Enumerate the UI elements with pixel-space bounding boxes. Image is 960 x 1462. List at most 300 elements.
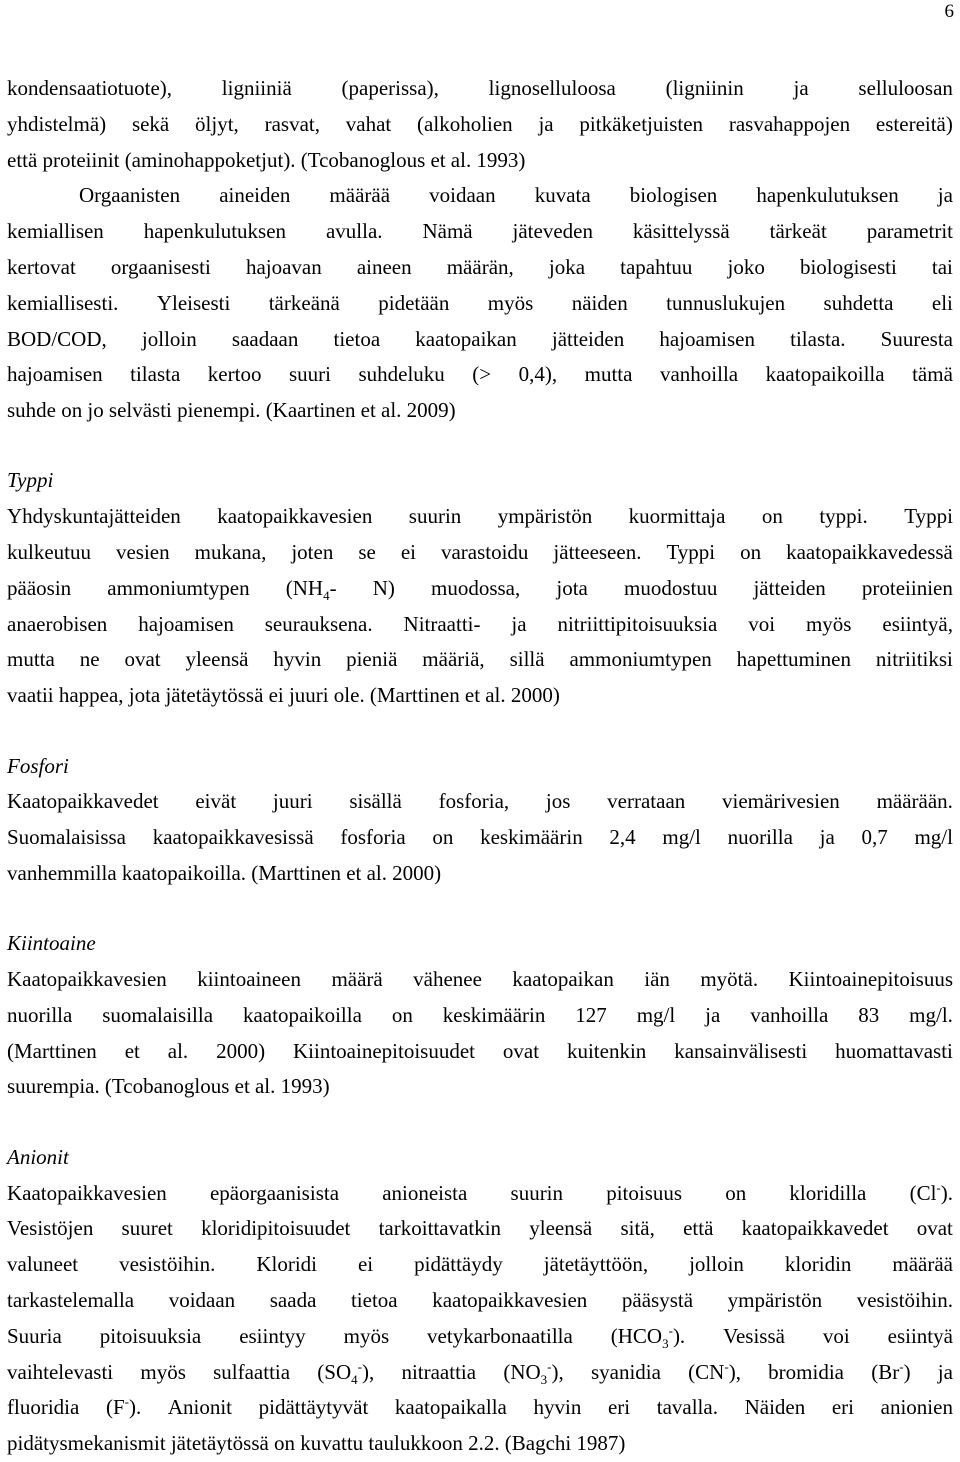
word: ammoniumtypen: [107, 575, 250, 600]
word: kaatopaikalla: [394, 1395, 507, 1420]
word: kaatopaikoilla.: [121, 860, 247, 885]
text-line: [7, 357, 953, 393]
word: Nitraatti-: [403, 611, 481, 636]
word: ovat: [124, 647, 161, 672]
word: ei: [268, 683, 284, 708]
word: eri: [831, 1395, 855, 1420]
word: kloridilla: [789, 1180, 867, 1205]
word: valuneet: [7, 1252, 79, 1277]
word: juuri: [272, 789, 313, 814]
word: et: [430, 147, 446, 172]
word: rasvahappojen: [728, 111, 851, 136]
word: aineiden: [219, 183, 291, 208]
word: yleensä: [529, 1216, 593, 1241]
word: on: [725, 1180, 747, 1205]
word: al.: [167, 1038, 189, 1063]
text-line: [7, 1355, 953, 1391]
text-line: [7, 286, 953, 322]
word: (Marttinen: [7, 1038, 97, 1063]
word: 2.2.: [468, 1431, 500, 1456]
word: jätetäytössä: [165, 683, 264, 708]
word: (Kaartinen: [265, 398, 356, 423]
word: Yleisesti: [156, 290, 231, 315]
word: ovat: [916, 1216, 953, 1241]
word: keskimäärin: [480, 825, 583, 850]
word: hajoavan: [245, 254, 322, 279]
paragraph-gap: [7, 714, 953, 749]
word: ($NH_4-$: [285, 575, 337, 604]
word: sitä,: [620, 1216, 655, 1241]
word: bromidia: [768, 1359, 844, 1384]
word: suurempia.: [7, 1074, 100, 1099]
word: syanidia: [590, 1359, 661, 1384]
word: jätteiden: [551, 326, 625, 351]
section-heading: Anionit: [7, 1144, 69, 1169]
text-line: [7, 998, 953, 1034]
word: että: [683, 1216, 714, 1241]
text-line: [7, 1319, 953, 1355]
text-line: [7, 143, 953, 179]
word: Suomalaisissa: [7, 825, 126, 850]
word: tilasta: [130, 362, 181, 387]
word: tärkeät: [769, 219, 827, 244]
word: myös: [343, 1323, 390, 1348]
word: $(SO_4^-)$,: [317, 1358, 375, 1387]
word: 1987): [576, 1431, 626, 1456]
word: nuorilla: [727, 825, 793, 850]
word: mutta: [584, 362, 633, 387]
word: 2,4: [609, 825, 636, 850]
word: (Br-): [871, 1358, 911, 1384]
word: kemiallisesti.: [7, 290, 119, 315]
word: sekä: [131, 111, 170, 136]
word: mg/l.: [909, 1002, 953, 1027]
word: pieniä: [346, 647, 398, 672]
word: Kaatopaikkavedet: [7, 789, 159, 814]
word: hajoamisen: [659, 326, 755, 351]
paragraph-section: [7, 71, 953, 429]
word: Anionit: [167, 1395, 233, 1420]
word: hyvin: [533, 1395, 582, 1420]
word: Vesissä: [723, 1323, 785, 1348]
word: vanhoilla: [750, 1002, 829, 1027]
word: Suuresta: [880, 326, 953, 351]
word: 0,4),: [518, 362, 558, 387]
paragraph-gap: [7, 892, 953, 927]
text-line: [7, 784, 953, 820]
word: pääsystä: [621, 1287, 694, 1312]
word: jäteveden: [512, 219, 593, 244]
word: kaatopaikoilla: [765, 362, 885, 387]
word: määrää: [892, 1252, 953, 1277]
word: jätetäytössä: [170, 1431, 269, 1456]
word: $(NO_3^-)$,: [503, 1358, 564, 1387]
text-line: [7, 1247, 953, 1283]
word: mg/l: [636, 1002, 676, 1027]
paragraph-section: [7, 1140, 953, 1462]
document-body: [7, 71, 953, 1462]
word: aineen: [356, 254, 412, 279]
word: pidättäytyvät: [258, 1395, 369, 1420]
word: selvästi: [108, 398, 172, 423]
word: varastoidu: [440, 540, 529, 565]
section-heading: Fosfori: [7, 753, 69, 778]
word: ammoniumtypen: [569, 647, 712, 672]
paragraph-gap: [7, 429, 953, 464]
word: vaatii: [7, 683, 54, 708]
word: tarkoittavatkin: [378, 1216, 502, 1241]
word: anionien: [880, 1395, 953, 1420]
word: ympäristön: [497, 504, 593, 529]
word: sulfaattia: [213, 1359, 291, 1384]
word: jos: [545, 789, 571, 814]
word: voi: [748, 611, 776, 636]
word: viemärivesien: [722, 789, 840, 814]
word: ligniiniä: [221, 76, 292, 100]
text-line: [7, 107, 953, 143]
word: myötä.: [700, 967, 759, 992]
word: myös: [805, 611, 852, 636]
word: hajoamisen: [138, 611, 234, 636]
word: käsittelyssä: [632, 219, 730, 244]
word: se: [358, 540, 376, 565]
text-line: [7, 178, 953, 214]
word: epäorgaanisista: [209, 1180, 340, 1205]
word: vähenee: [413, 967, 482, 992]
word: pienempi.: [177, 398, 261, 423]
word: tietoa: [333, 326, 381, 351]
word: et: [124, 1038, 140, 1063]
word: on: [61, 398, 83, 423]
word: lignoselluloosa: [488, 76, 616, 100]
word: al.: [366, 860, 387, 885]
word: fosforia: [340, 825, 406, 850]
paragraph-section: [7, 463, 953, 714]
word: anaerobisen: [7, 611, 108, 636]
word: kaatopaikoilla: [242, 1002, 362, 1027]
word: ovat: [502, 1038, 540, 1063]
word: saada: [269, 1287, 317, 1312]
word: Typpi: [904, 504, 953, 529]
word: hapettuminen: [736, 647, 851, 672]
word: vesien: [115, 540, 170, 565]
word: juuri: [288, 683, 329, 708]
word: kuvattu: [300, 1431, 364, 1456]
word: 1993): [476, 147, 526, 172]
word: proteiinien: [861, 575, 953, 600]
text-line: [7, 856, 953, 892]
text-line: [7, 607, 953, 643]
word: tietoa: [350, 1287, 398, 1312]
word: et: [234, 1074, 250, 1099]
word: voidaan: [168, 1287, 236, 1312]
word: 83: [858, 1002, 880, 1027]
word: (Cl-).: [909, 1179, 953, 1205]
word: ja: [511, 611, 527, 636]
word: Kaatopaikkavesien: [7, 967, 167, 992]
word: eivät: [195, 789, 237, 814]
word: taulukkoon: [368, 1431, 463, 1456]
word: Kaatopaikkavesien: [7, 1180, 167, 1205]
word: joko: [727, 254, 765, 279]
word: vaihtelevasti: [7, 1359, 114, 1384]
word: biologisen: [629, 183, 718, 208]
word: ja: [937, 1359, 953, 1384]
text-line: [7, 1211, 953, 1247]
word: Näiden: [744, 1395, 806, 1420]
text-line: [7, 1283, 953, 1319]
word: jolloin: [689, 1252, 744, 1277]
word: kloridin: [784, 1252, 852, 1277]
word: määrän,: [446, 254, 514, 279]
word: mg/l: [662, 825, 701, 850]
word: muodossa,: [431, 575, 521, 600]
word: hyvin: [273, 647, 322, 672]
word: kaatopaikan: [512, 967, 614, 992]
word: suuri: [288, 362, 331, 387]
word: kaatopaikkavesien: [217, 504, 373, 529]
word: jo: [87, 398, 104, 423]
word: sillä: [509, 647, 545, 672]
word: parametrit: [866, 219, 953, 244]
word: (Marttinen: [251, 860, 342, 885]
word: seurauksena.: [264, 611, 373, 636]
word: tavalla.: [656, 1395, 718, 1420]
word: nitriittipitoisuuksia: [557, 611, 718, 636]
word: jota: [556, 575, 588, 600]
word: al.: [381, 398, 402, 423]
word: tapahtuu: [620, 254, 693, 279]
word: Kiintoainepitoisuudet: [293, 1038, 475, 1063]
word: kiintoaineen: [197, 967, 302, 992]
word: BOD/COD,: [7, 326, 107, 351]
word: myös: [140, 1359, 186, 1384]
word: pidättäydy: [414, 1252, 503, 1277]
word: kaatopaikkavesissä: [152, 825, 314, 850]
text-line: [7, 1176, 953, 1212]
word: 2000): [510, 683, 560, 708]
section-heading: Kiintoaine: [7, 931, 96, 956]
word: yhdistelmä): [7, 111, 107, 136]
word: suurin: [510, 1180, 564, 1205]
word: tunnuslukujen: [666, 290, 786, 315]
word: (CN-),: [688, 1358, 741, 1384]
text-line: [7, 1069, 953, 1105]
word: suhdetta: [823, 290, 894, 315]
word: $(HCO_3^-)$.: [610, 1322, 686, 1351]
word: että: [7, 147, 38, 172]
word: jätetäyttöön,: [543, 1252, 649, 1277]
text-line: [7, 642, 953, 678]
word: selluloosan: [858, 76, 953, 100]
word: kaatopaikkavesien: [432, 1287, 588, 1312]
word: määrä: [331, 967, 383, 992]
word: kulkeutuu: [7, 540, 91, 565]
word: pitoisuuksia: [99, 1323, 202, 1348]
word: hajoamisen: [7, 362, 103, 387]
word: (>: [472, 362, 492, 387]
word: anioneista: [382, 1180, 468, 1205]
word: määriä,: [422, 647, 485, 672]
word: kloridipitoisuudet: [201, 1216, 351, 1241]
word: 0,7: [861, 825, 888, 850]
word: Nämä: [422, 219, 473, 244]
word: jätteiden: [753, 575, 826, 600]
word: vahat: [345, 111, 392, 136]
word: esiintyä,: [882, 611, 953, 636]
word: verrataan: [607, 789, 686, 814]
word: (F-).: [105, 1394, 142, 1420]
word: suuret: [121, 1216, 173, 1241]
text-line: [7, 1034, 953, 1070]
word: on: [432, 825, 454, 850]
paragraph-section: [7, 926, 953, 1105]
word: (ligniinin: [665, 76, 744, 100]
word: (Tcobanoglous: [300, 147, 426, 172]
word: ympäristön: [727, 1287, 823, 1312]
word: on: [740, 540, 762, 565]
text-line: [7, 571, 953, 607]
word: nitriitiksi: [875, 647, 953, 672]
word: tärkeänä: [268, 290, 340, 315]
word: kuvata: [534, 183, 591, 208]
word: määrään.: [876, 789, 953, 814]
page-number: 6: [944, 1, 954, 22]
word: ei: [400, 540, 416, 565]
text-line: [7, 962, 953, 998]
word: vanhemmilla: [7, 860, 117, 885]
word: kondensaatiotuote),: [7, 76, 173, 100]
word: nuorilla: [7, 1002, 73, 1027]
word: 1993): [280, 1074, 330, 1099]
word: al.: [254, 1074, 276, 1099]
word: muodostuu: [624, 575, 718, 600]
word: al.: [450, 147, 472, 172]
word: ole.: [333, 683, 365, 708]
word: yleensä: [185, 647, 249, 672]
word: pidetään: [378, 290, 450, 315]
word: suhdeluku: [358, 362, 445, 387]
word: kaatopaikkavedessä: [786, 540, 953, 565]
word: keskimäärin: [442, 1002, 546, 1027]
word: ja: [538, 111, 554, 136]
word: kuormittaja: [628, 504, 726, 529]
word: ei: [357, 1252, 374, 1277]
word: huomattavasti: [835, 1038, 953, 1063]
word: jota: [128, 683, 161, 708]
word: (aminohappoketjut).: [124, 147, 296, 172]
word: kemiallisen: [7, 219, 104, 244]
word: et: [346, 860, 362, 885]
word: kertoo: [207, 362, 262, 387]
word: tilasta.: [790, 326, 846, 351]
word: ja: [937, 183, 953, 208]
word: orgaanisesti: [110, 254, 211, 279]
word: pääosin: [7, 575, 72, 600]
word: voi: [822, 1323, 850, 1348]
paragraph-section: [7, 749, 953, 892]
word: ja: [793, 76, 809, 100]
word: N): [372, 575, 395, 600]
word: et: [360, 398, 376, 423]
word: öljyt,: [195, 111, 239, 136]
word: ja: [705, 1002, 721, 1027]
text-line: [7, 322, 953, 358]
word: ne: [79, 647, 100, 672]
word: suhde: [7, 398, 56, 423]
word: Yhdyskuntajätteiden: [7, 504, 181, 529]
text-line: [7, 678, 953, 714]
text-line: [7, 499, 953, 535]
word: vanhoilla: [659, 362, 739, 387]
word: pitkäketjuisten: [579, 111, 704, 136]
word: hapenkulutuksen: [756, 183, 899, 208]
word: proteiinit: [42, 147, 120, 172]
word: 2009): [406, 398, 456, 423]
word: joka: [548, 254, 586, 279]
word: kaatopaikkavedet: [741, 1216, 889, 1241]
text-line: [7, 250, 953, 286]
word: al.: [485, 683, 506, 708]
word: avulla.: [325, 219, 383, 244]
word: ja: [819, 825, 835, 850]
text-line: [7, 214, 953, 250]
word: (Bagchi: [504, 1431, 572, 1456]
word: kertovat: [7, 254, 76, 279]
word: mukana,: [194, 540, 267, 565]
word: Vesistöjen: [7, 1216, 94, 1241]
word: mg/l: [914, 825, 953, 850]
word: (paperissa),: [341, 76, 439, 100]
word: määrää: [329, 183, 391, 208]
word: Kloridi: [256, 1252, 318, 1277]
text-line: [7, 820, 953, 856]
word: tarkastelemalla: [7, 1287, 135, 1312]
word: mutta: [7, 647, 55, 672]
word: suomalaisilla: [102, 1002, 214, 1027]
word: suurin: [408, 504, 462, 529]
text-line: [7, 535, 953, 571]
section-heading: Typpi: [7, 468, 54, 493]
word: tai: [931, 254, 953, 279]
word: fosforia,: [438, 789, 510, 814]
word: biologisesti: [799, 254, 897, 279]
word: Orgaanisten: [79, 183, 181, 208]
word: esiintyy: [239, 1323, 306, 1348]
word: sisällä: [349, 789, 402, 814]
word: jätteeseen.: [553, 540, 642, 565]
word: vetykarbonaatilla: [427, 1323, 573, 1348]
word: hapenkulutuksen: [143, 219, 287, 244]
word: 127: [575, 1002, 607, 1027]
word: rasvat,: [264, 111, 320, 136]
word: Typpi: [666, 540, 716, 565]
word: nitraattia: [401, 1359, 477, 1384]
word: esiintyä: [887, 1323, 953, 1348]
word: pidätysmekanismit: [7, 1431, 166, 1456]
word: Suuria: [7, 1323, 62, 1348]
text-line: [7, 1390, 953, 1426]
word: 2000): [392, 860, 442, 885]
word: myös: [487, 290, 534, 315]
word: (alkoholien: [417, 111, 513, 136]
word: happea,: [58, 683, 124, 708]
word: eri: [607, 1395, 631, 1420]
word: joten: [291, 540, 334, 565]
word: on: [391, 1002, 413, 1027]
word: vesistöihin.: [119, 1252, 216, 1277]
word: kaatopaikan: [415, 326, 517, 351]
